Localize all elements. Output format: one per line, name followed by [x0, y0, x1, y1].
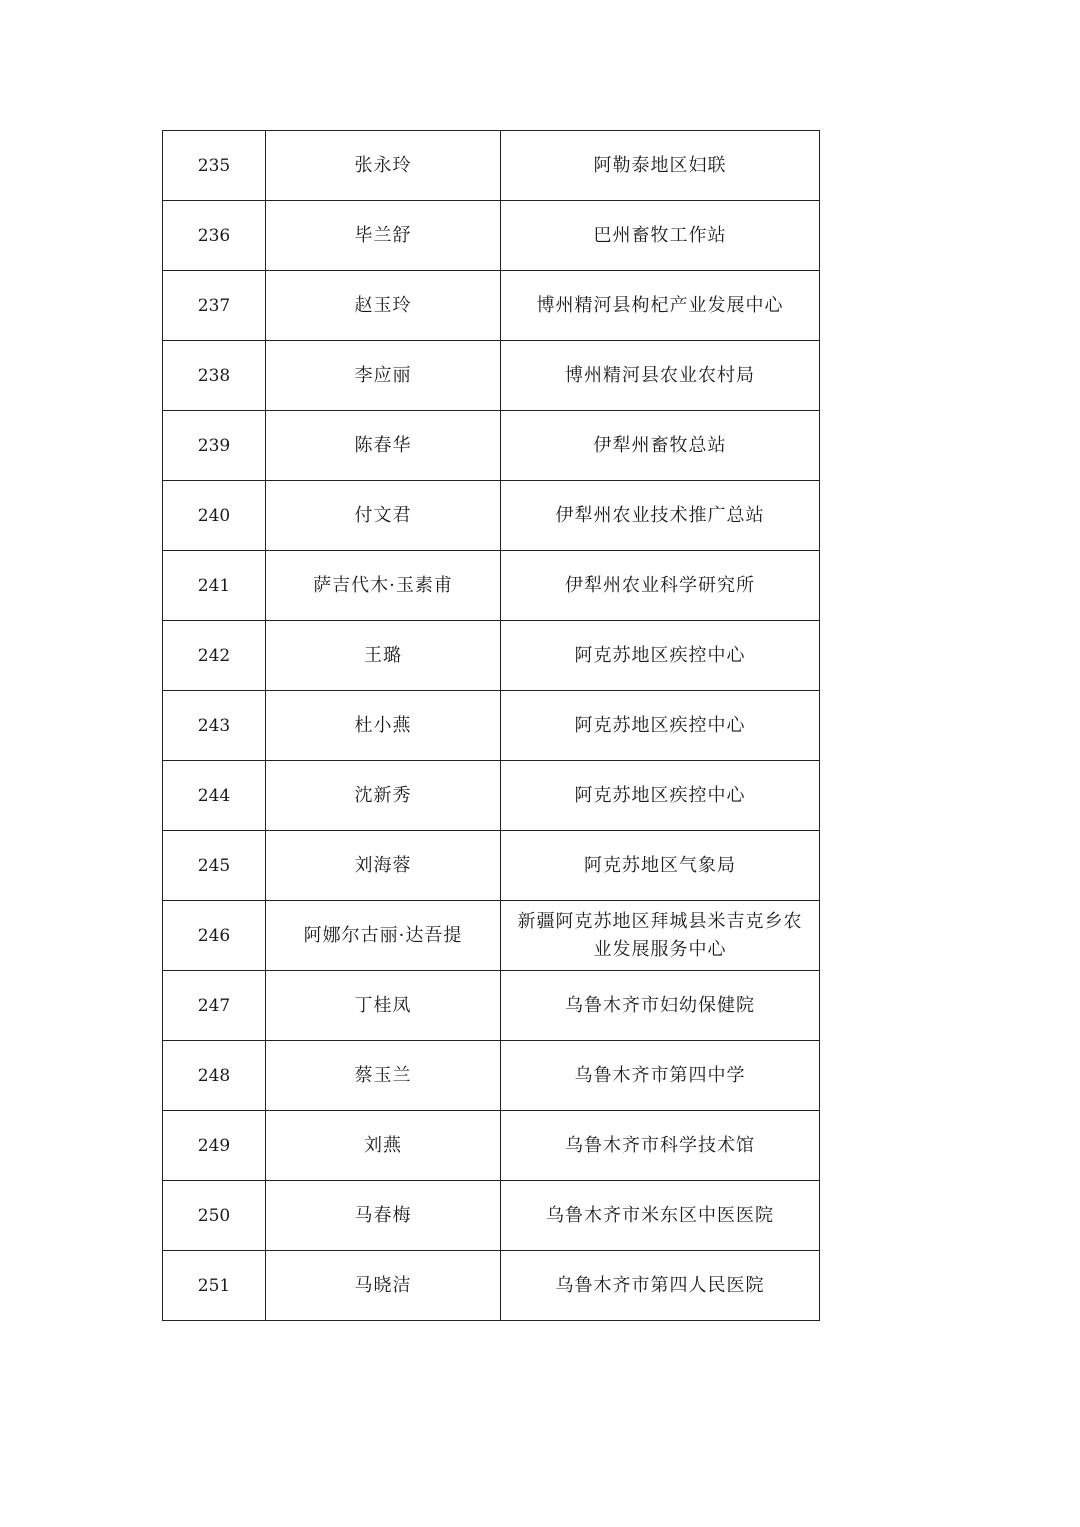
table-row [163, 551, 820, 621]
row-number: 243 [163, 691, 266, 761]
table-row [163, 1041, 820, 1111]
row-number: 242 [163, 621, 266, 691]
person-name: 蔡玉兰 [266, 1041, 501, 1111]
row-number: 235 [163, 131, 266, 201]
work-unit: 博州精河县农业农村局 [501, 341, 820, 411]
person-name: 沈新秀 [266, 761, 501, 831]
table-row [163, 201, 820, 271]
person-name: 赵玉玲 [266, 271, 501, 341]
work-unit: 博州精河县枸杞产业发展中心 [501, 271, 820, 341]
table-row [163, 271, 820, 341]
person-name: 付文君 [266, 481, 501, 551]
table-row [163, 691, 820, 761]
person-name: 马春梅 [266, 1181, 501, 1251]
person-name: 杜小燕 [266, 691, 501, 761]
table-row [163, 1181, 820, 1251]
person-name: 陈春华 [266, 411, 501, 481]
table-row [163, 1111, 820, 1181]
work-unit: 伊犁州农业科学研究所 [501, 551, 820, 621]
person-name: 萨吉代木·玉素甫 [266, 551, 501, 621]
person-name: 张永玲 [266, 131, 501, 201]
row-number: 238 [163, 341, 266, 411]
table-row [163, 341, 820, 411]
work-unit: 乌鲁木齐市妇幼保健院 [501, 971, 820, 1041]
work-unit: 新疆阿克苏地区拜城县米吉克乡农业发展服务中心 [501, 901, 820, 971]
row-number: 236 [163, 201, 266, 271]
work-unit: 乌鲁木齐市第四中学 [501, 1041, 820, 1111]
work-unit: 阿克苏地区疾控中心 [501, 691, 820, 761]
person-name: 丁桂凤 [266, 971, 501, 1041]
table-row [163, 831, 820, 901]
table-row [163, 481, 820, 551]
work-unit: 阿克苏地区疾控中心 [501, 621, 820, 691]
row-number: 245 [163, 831, 266, 901]
person-name: 李应丽 [266, 341, 501, 411]
row-number: 250 [163, 1181, 266, 1251]
person-name: 刘海蓉 [266, 831, 501, 901]
row-number: 251 [163, 1251, 266, 1321]
work-unit: 乌鲁木齐市第四人民医院 [501, 1251, 820, 1321]
roster-table [162, 130, 820, 1321]
table-row [163, 761, 820, 831]
table-row [163, 901, 820, 971]
person-name: 阿娜尔古丽·达吾提 [266, 901, 501, 971]
row-number: 244 [163, 761, 266, 831]
row-number: 240 [163, 481, 266, 551]
table-row [163, 1251, 820, 1321]
table-row [163, 621, 820, 691]
work-unit: 阿克苏地区气象局 [501, 831, 820, 901]
work-unit: 巴州畜牧工作站 [501, 201, 820, 271]
row-number: 249 [163, 1111, 266, 1181]
work-unit: 阿克苏地区疾控中心 [501, 761, 820, 831]
person-name: 王璐 [266, 621, 501, 691]
work-unit: 伊犁州畜牧总站 [501, 411, 820, 481]
work-unit: 阿勒泰地区妇联 [501, 131, 820, 201]
row-number: 246 [163, 901, 266, 971]
person-name: 毕兰舒 [266, 201, 501, 271]
row-number: 247 [163, 971, 266, 1041]
person-name: 马晓洁 [266, 1251, 501, 1321]
row-number: 241 [163, 551, 266, 621]
table-row [163, 971, 820, 1041]
row-number: 239 [163, 411, 266, 481]
person-name: 刘燕 [266, 1111, 501, 1181]
work-unit: 伊犁州农业技术推广总站 [501, 481, 820, 551]
table-row [163, 411, 820, 481]
work-unit: 乌鲁木齐市米东区中医医院 [501, 1181, 820, 1251]
row-number: 237 [163, 271, 266, 341]
row-number: 248 [163, 1041, 266, 1111]
table-row [163, 131, 820, 201]
work-unit: 乌鲁木齐市科学技术馆 [501, 1111, 820, 1181]
